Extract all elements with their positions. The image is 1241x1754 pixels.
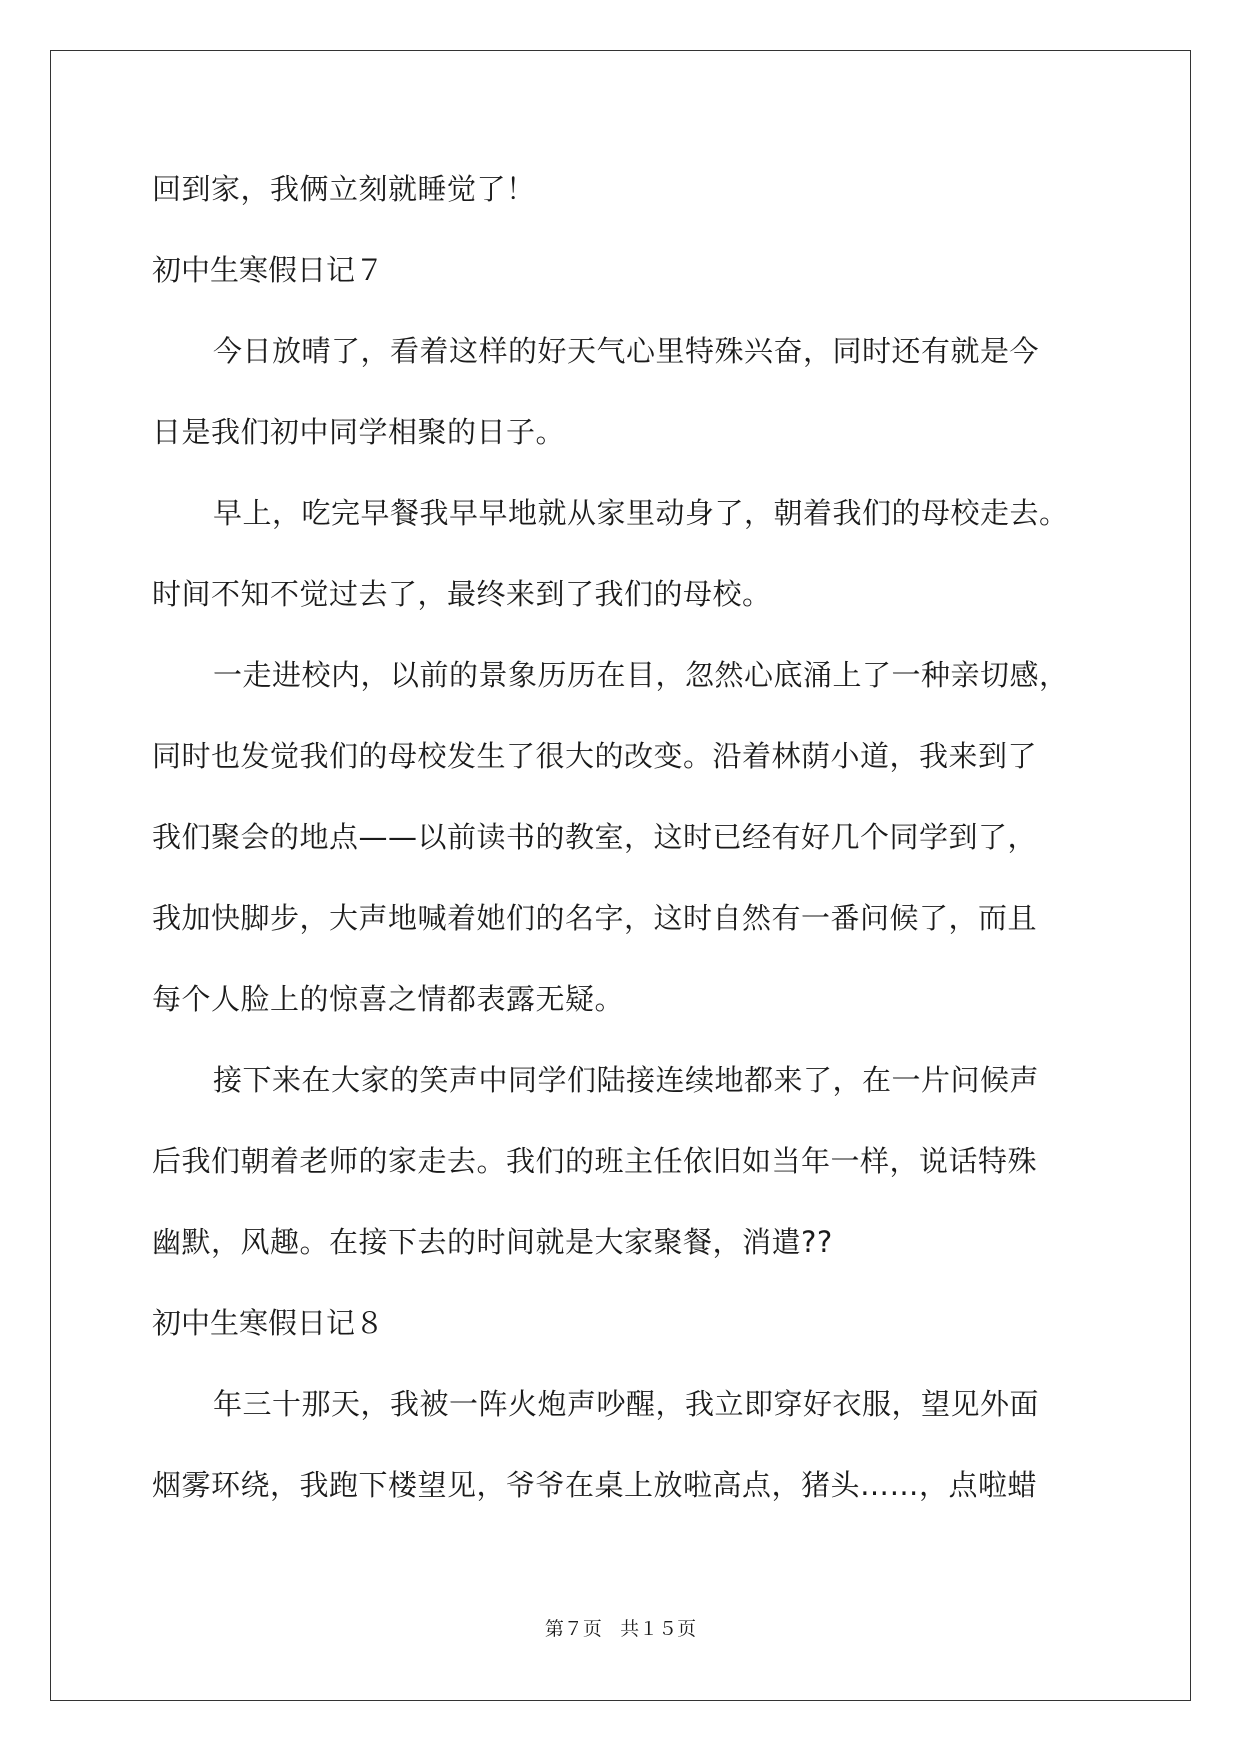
page-total: 共１５页 [620,1618,697,1640]
text-line-10: 我加快脚步，大声地喊着她们的名字，这时自然有一番问候了，而且 [152,901,1038,935]
text-line-9: 我们聚会的地点——以前读书的教室，这时已经有好几个同学到了， [152,820,1038,854]
text-line-5: 早上，吃完早餐我早早地就从家里动身了，朝着我们的母校走去。 [213,496,1069,530]
text-line-12: 接下来在大家的笑声中同学们陆接连续地都来了，在一片问候声 [213,1063,1040,1097]
text-line-6: 时间不知不觉过去了，最终来到了我们的母校。 [152,577,772,611]
section-heading-8: 初中生寒假日记８ [152,1306,385,1340]
text-line-4: 日是我们初中同学相聚的日子。 [152,415,566,449]
text-line-16: 年三十那天，我被一阵火炮声吵醒，我立即穿好衣服，望见外面 [213,1387,1040,1421]
text-line-11: 每个人脸上的惊喜之情都表露无疑。 [152,982,625,1016]
text-line-8: 同时也发觉我们的母校发生了很大的改变。沿着林荫小道，我来到了 [152,739,1038,773]
text-line-14: 幽默，风趣。在接下去的时间就是大家聚餐，消遣?? [152,1225,833,1259]
page-border [50,50,1191,1701]
section-heading-7: 初中生寒假日记７ [152,253,385,287]
text-line-17: 烟雾环绕，我跑下楼望见，爷爷在桌上放啦高点，猪头……，点啦蜡 [152,1468,1038,1502]
page-number: 第７页 [544,1618,602,1640]
text-line-7: 一走进校内，以前的景象历历在目，忽然心底涌上了一种亲切感， [213,658,1069,692]
text-line-3: 今日放晴了，看着这样的好天气心里特殊兴奋，同时还有就是今 [213,334,1040,368]
text-line-1: 回到家，我俩立刻就睡觉了！ [152,172,536,206]
page-footer [0,1617,1241,1641]
text-line-13: 后我们朝着老师的家走去。我们的班主任依旧如当年一样，说话特殊 [152,1144,1038,1178]
